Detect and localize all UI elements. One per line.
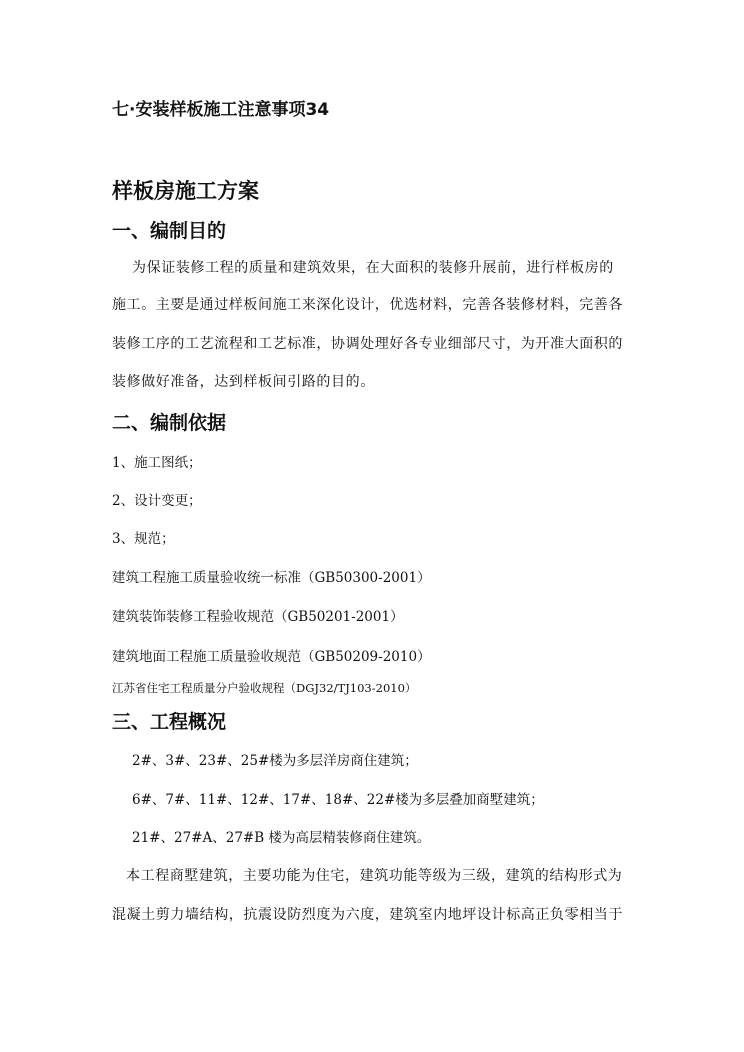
document-title: 样板房施工方案 — [112, 179, 259, 203]
section-heading-overview: 三、工程概况 — [112, 711, 227, 733]
building-item: 2#、3#、23#、25#楼为多层洋房商住建筑； — [132, 753, 418, 769]
list-item: 3、规范； — [112, 531, 175, 547]
building-item: 21#、27#A、27#B 楼为高层精装修商住建筑。 — [132, 830, 431, 846]
section-heading-basis: 二、编制依据 — [112, 412, 227, 434]
paragraph-line: 装修做好准备，达到样板间引路的目的。 — [112, 374, 375, 390]
paragraph-line: 为保证装修工程的质量和建筑效果，在大面积的装修升展前，进行样板房的 — [132, 260, 614, 276]
standard-item: 江苏省住宅工程质量分户验收规程（DGJ32/TJ103-2010） — [112, 681, 417, 695]
paragraph-line: 施工。主要是通过样板间施工来深化设计，优选材料，完善各装修材料，完善各 — [112, 297, 623, 313]
paragraph-line: 本工程商墅建筑，主要功能为住宅，建筑功能等级为三级，建筑的结构形式为 — [126, 868, 623, 884]
list-item: 1、施工图纸； — [112, 455, 202, 471]
paragraph-line: 装修工序的工艺流程和工艺标准，协调处理好各专业细部尺寸，为开准大面积的 — [112, 336, 623, 352]
standard-item: 建筑装饰装修工程验收规范（GB50201-2001） — [112, 609, 404, 625]
list-item: 2、设计变更； — [112, 493, 202, 509]
standard-item: 建筑地面工程施工质量验收规范（GB50209-2010） — [112, 649, 431, 665]
toc-entry: 七·安装样板施工注意事项34 — [112, 100, 330, 120]
paragraph-line: 混凝土剪力墙结构，抗震设防烈度为六度，建筑室内地坪设计标高正负零相当于 — [112, 907, 623, 923]
section-heading-purpose: 一、编制目的 — [112, 220, 227, 242]
standard-item: 建筑工程施工质量验收统一标准（GB50300-2001） — [112, 570, 431, 586]
building-item: 6#、7#、11#、12#、17#、18#、22#楼为多层叠加商墅建筑； — [132, 792, 544, 808]
